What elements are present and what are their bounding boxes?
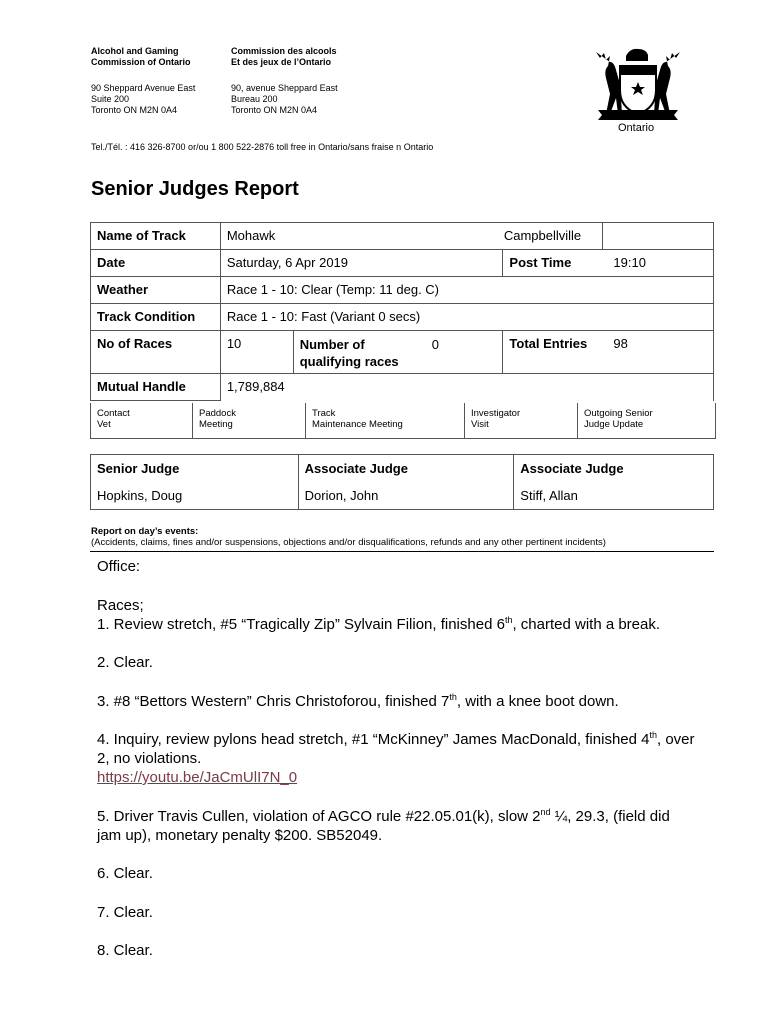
handle-value: 1,789,884 (220, 374, 713, 401)
race-info-table (90, 222, 714, 401)
track-value (220, 223, 602, 250)
post-time-label: Post Time (509, 255, 572, 270)
track-name: Mohawk (226, 228, 276, 243)
associate-judge-name: Stiff, Allan (514, 482, 714, 510)
ordinal-suffix: nd (540, 806, 551, 817)
agency-name-fr-line1: Commission des alcools (231, 46, 337, 56)
item-text: 3. #8 “Bettors Western” Chris Christoforou, finished 7 (97, 692, 450, 710)
judges-table (90, 454, 714, 510)
ordinal-suffix: th (504, 614, 513, 625)
address-fr-line3: Toronto ON M2N 0A4 (231, 105, 318, 115)
ordinal-suffix: th (449, 691, 457, 702)
address-en-line2: Suite 200 (91, 94, 130, 104)
item-text: , with a knee boot down. (456, 692, 619, 710)
entries-cell (503, 331, 714, 374)
checklist-label-line1: Contact (97, 408, 130, 419)
item-text: 1. Review stretch, #5 “Tragically Zip” Sylvain Filion, finished 6 (97, 615, 505, 633)
race-item-5 (97, 807, 697, 845)
qualifying-label: Number of qualifying races (299, 337, 399, 369)
weather-row (91, 277, 714, 304)
address-fr-line2: Bureau 200 (231, 94, 278, 104)
agency-name-en-line2: Commission of Ontario (91, 57, 191, 67)
races-row (91, 331, 714, 374)
handle-row (91, 374, 714, 401)
events-subheading: (Accidents, claims, fines and/or suspensions, objections and/or disqualifications, refunds and any other pertinent incidents) (91, 537, 606, 548)
address-en-line3: Toronto ON M2N 0A4 (91, 105, 178, 115)
race-item-3 (97, 692, 697, 711)
senior-judge-label: Senior Judge (91, 455, 299, 483)
race-item-2: 2. Clear. (97, 654, 153, 671)
checklist-label-line2: Vet (97, 419, 111, 430)
handle-label: Mutual Handle (91, 374, 221, 401)
address-english (91, 83, 195, 116)
qualifying-cell (293, 331, 503, 374)
checklist-label-line2: Judge Update (584, 419, 644, 430)
races-value: 10 (220, 331, 293, 374)
track-condition-value: Race 1 - 10: Fast (Variant 0 secs) (220, 304, 713, 331)
events-heading: Report on day’s events: (91, 526, 199, 537)
track-location: Campbellville (503, 228, 582, 243)
phone-line: Tel./Tél. : 416 326-8700 or/ou 1 800 522-2876 toll free in Ontario/sans fraise n Ontario (91, 142, 434, 152)
senior-judge-name: Hopkins, Doug (91, 482, 299, 510)
page-title: Senior Judges Report (91, 178, 299, 200)
video-link[interactable]: https://youtu.be/JaCmUlI7N_0 (97, 769, 298, 786)
divider (90, 551, 714, 552)
track-row (91, 223, 714, 250)
address-fr-line1: 90, avenue Sheppard East (231, 83, 338, 93)
ordinal-suffix: th (649, 730, 657, 740)
date-label: Date (91, 250, 221, 277)
track-condition-row (91, 304, 714, 331)
checklist-label-line1: Paddock (199, 408, 236, 419)
race-item-1 (97, 615, 697, 634)
race-item-7: 7. Clear. (97, 903, 153, 921)
entries-value: 98 (613, 336, 628, 351)
checklist-label-line2: Visit (471, 419, 489, 430)
race-item-8: 8. Clear. (97, 942, 153, 959)
track-label: Name of Track (91, 223, 221, 250)
checklist-label-line2: Maintenance Meeting (312, 419, 403, 430)
post-time-cell (503, 250, 714, 277)
checklist-label-line1: Investigator (471, 408, 521, 419)
weather-value: Race 1 - 10: Clear (Temp: 11 deg. C) (220, 277, 713, 304)
associate-judge-name: Dorion, John (298, 482, 514, 510)
judges-header-row (91, 455, 714, 483)
item-text: , charted with a break. (512, 615, 661, 633)
agency-name-fr-line2: Et des jeux de l’Ontario (231, 57, 332, 67)
report-body (97, 557, 697, 980)
checklist-outgoing-judge (578, 403, 715, 438)
judges-name-row (91, 482, 714, 510)
item-text: 4. Inquiry, review pylons head stretch, #1 “McKinney” James MacDonald, finished 4 (97, 731, 650, 748)
date-row (91, 250, 714, 277)
qualifying-value: 0 (431, 337, 439, 352)
associate-judge-label: Associate Judge (514, 455, 714, 483)
agency-name-en-line1: Alcohol and Gaming (91, 46, 179, 56)
events-heading-block (91, 526, 606, 548)
item-text: 5. Driver Travis Cullen, violation of AGCO rule #22.05.01(k), slow 2 (97, 807, 541, 825)
checklist-label-line2: Meeting (199, 419, 233, 430)
checklist-investigator-visit (465, 403, 578, 438)
checklist-row (90, 403, 716, 439)
office-line: Office: (97, 558, 141, 575)
item-text: ¼, 29.3, (field did jam up), monetary penalty $200. SB52049. (97, 807, 670, 844)
races-heading: Races; (97, 596, 144, 614)
checklist-label-line1: Track (312, 408, 336, 419)
ontario-logo (590, 44, 686, 136)
address-en-line1: 90 Sheppard Avenue East (91, 83, 196, 93)
associate-judge-label: Associate Judge (298, 455, 514, 483)
races-label: No of Races (91, 331, 221, 374)
entries-label: Total Entries (509, 336, 588, 351)
race-item-4 (97, 730, 697, 787)
date-value: Saturday, 6 Apr 2019 (220, 250, 503, 277)
checklist-paddock-meeting (193, 403, 306, 438)
checklist-contact-vet (91, 403, 193, 438)
track-condition-label: Track Condition (91, 304, 221, 331)
agency-name-french (231, 46, 337, 68)
post-time-value: 19:10 (613, 255, 646, 270)
ontario-wordmark: Ontario (618, 122, 655, 134)
weather-label: Weather (91, 277, 221, 304)
track-spacer (603, 223, 714, 250)
checklist-track-maintenance (306, 403, 465, 438)
address-french (231, 83, 338, 116)
race-item-6: 6. Clear. (97, 865, 153, 882)
checklist-label-line1: Outgoing Senior (584, 408, 653, 419)
item-text: , over 2, no violations. (97, 731, 695, 767)
agency-name-english (91, 46, 191, 68)
